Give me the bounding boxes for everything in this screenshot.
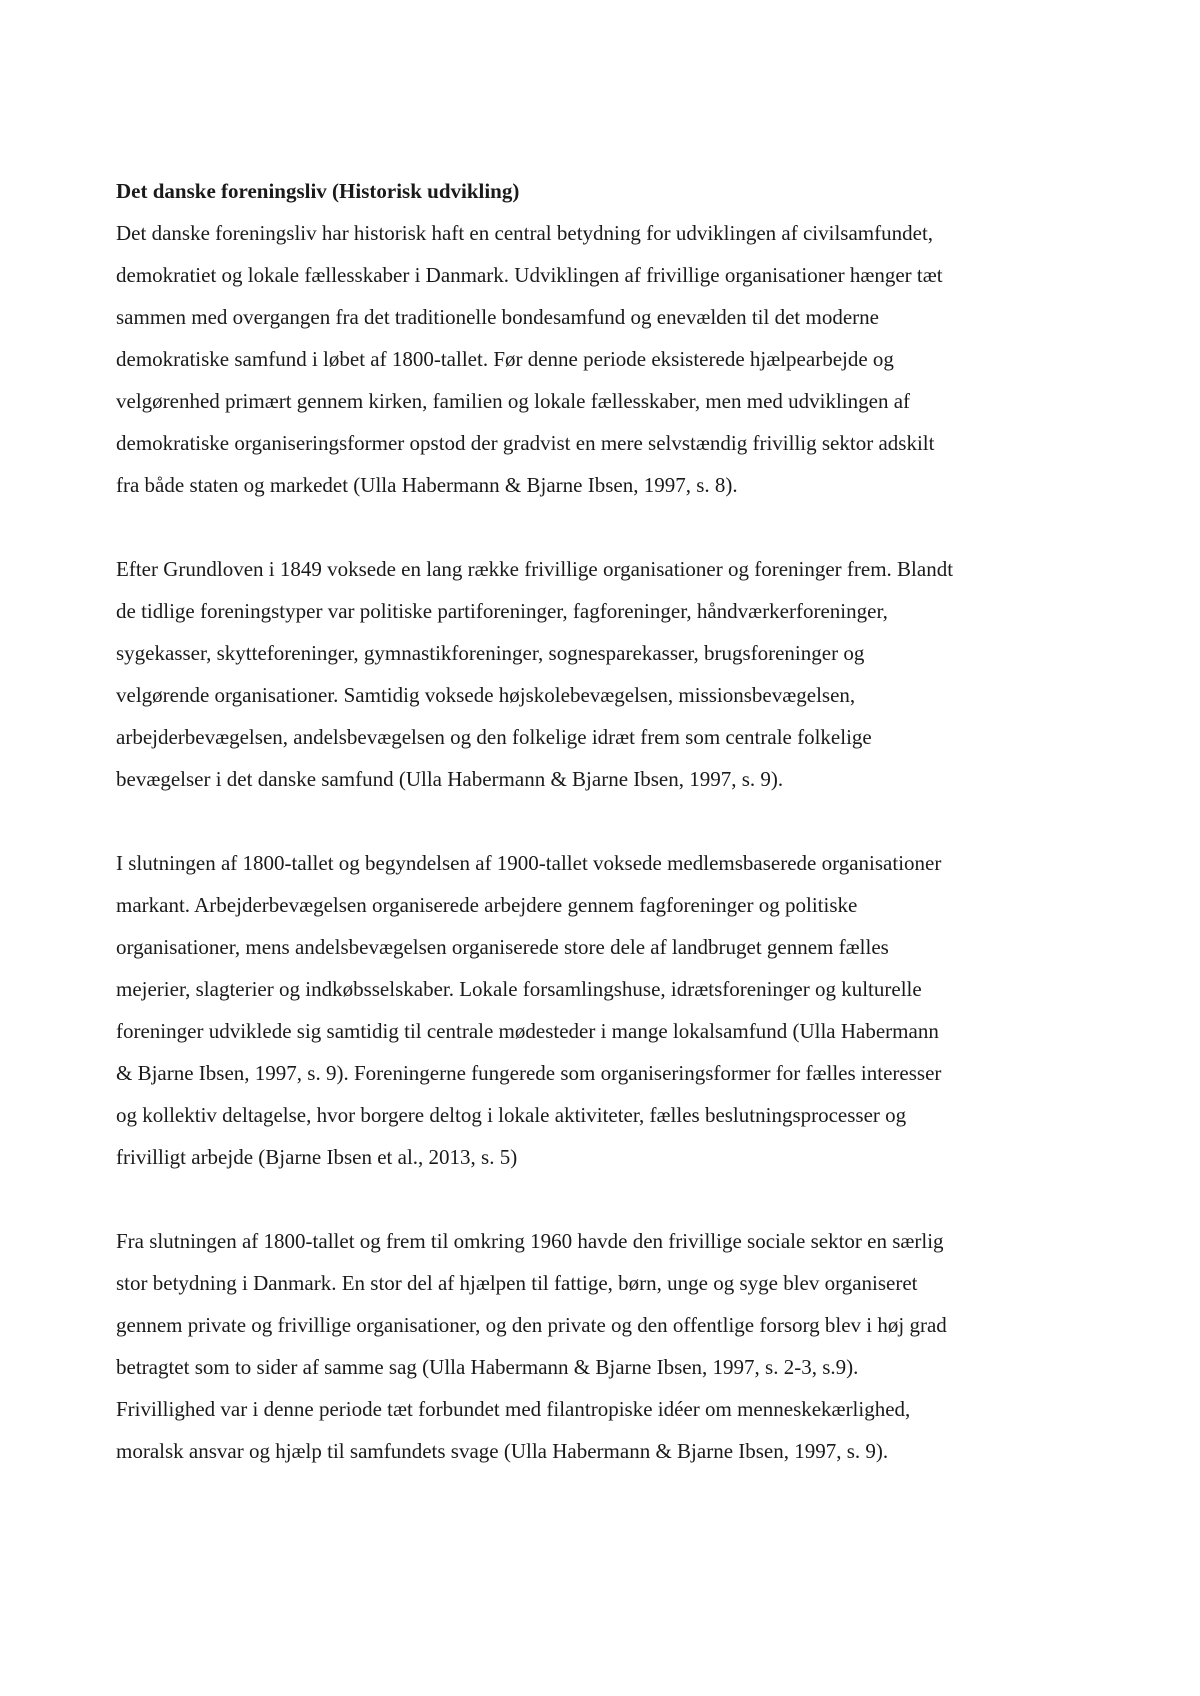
- paragraph-line: frivilligt arbejde (Bjarne Ibsen et al., 2013, s. 5): [116, 1145, 518, 1169]
- paragraph-spacer: [116, 1178, 1100, 1220]
- paragraph-4: [116, 1220, 1100, 1472]
- document-page: [116, 170, 1100, 1472]
- paragraph-line: moralsk ansvar og hjælp til samfundets svage (Ulla Habermann & Bjarne Ibsen, 1997, s. 9).: [116, 1439, 889, 1463]
- paragraph-line: organisationer, mens andelsbevægelsen organiserede store dele af landbruget gennem fælles: [116, 935, 889, 959]
- paragraph-line: demokratiske samfund i løbet af 1800-tallet. Før denne periode eksisterede hjælpearbejde og: [116, 347, 894, 371]
- paragraph-line: Det danske foreningsliv har historisk haft en central betydning for udviklingen af civilsamfundet,: [116, 221, 934, 245]
- paragraph-line: bevægelser i det danske samfund (Ulla Habermann & Bjarne Ibsen, 1997, s. 9).: [116, 767, 784, 791]
- paragraph-line: gennem private og frivillige organisationer, og den private og den offentlige forsorg blev i høj grad: [116, 1313, 947, 1337]
- paragraph-line: velgørende organisationer. Samtidig voksede højskolebevægelsen, missionsbevægelsen,: [116, 683, 856, 707]
- paragraph-3: [116, 842, 1100, 1178]
- paragraph-line: mejerier, slagterier og indkøbsselskaber. Lokale forsamlingshuse, idrætsforeninger og kulturelle: [116, 977, 922, 1001]
- paragraph-line: I slutningen af 1800-tallet og begyndelsen af 1900-tallet voksede medlemsbaserede organisationer: [116, 851, 942, 875]
- paragraph-line: og kollektiv deltagelse, hvor borgere deltog i lokale aktiviteter, fælles beslutningsprocesser og: [116, 1103, 907, 1127]
- document-title: Det danske foreningsliv (Historisk udvikling): [116, 179, 520, 203]
- paragraph-line: demokratiske organiseringsformer opstod der gradvist en mere selvstændig frivillig sektor adskilt: [116, 431, 935, 455]
- paragraph-line: arbejderbevægelsen, andelsbevægelsen og den folkelige idræt frem som centrale folkelige: [116, 725, 872, 749]
- paragraph-line: Frivillighed var i denne periode tæt forbundet med filantropiske idéer om menneskekærlighed,: [116, 1397, 911, 1421]
- paragraph-2: [116, 548, 1100, 800]
- paragraph-line: markant. Arbejderbevægelsen organiserede arbejdere gennem fagforeninger og politiske: [116, 893, 858, 917]
- paragraph-line: velgørenhed primært gennem kirken, familien og lokale fællesskaber, men med udviklingen af: [116, 389, 911, 413]
- paragraph-1: [116, 212, 1100, 506]
- paragraph-spacer: [116, 800, 1100, 842]
- paragraph-line: Efter Grundloven i 1849 voksede en lang række frivillige organisationer og foreninger frem. Blandt: [116, 557, 954, 581]
- paragraph-line: demokratiet og lokale fællesskaber i Danmark. Udviklingen af frivillige organisationer hænger tæt: [116, 263, 943, 287]
- paragraph-line: foreninger udviklede sig samtidig til centrale mødesteder i mange lokalsamfund (Ulla Habermann: [116, 1019, 939, 1043]
- paragraph-line: stor betydning i Danmark. En stor del af hjælpen til fattige, børn, unge og syge blev organiseret: [116, 1271, 918, 1295]
- paragraph-line: betragtet som to sider af samme sag (Ulla Habermann & Bjarne Ibsen, 1997, s. 2-3, s.9).: [116, 1355, 859, 1379]
- paragraph-line: & Bjarne Ibsen, 1997, s. 9). Foreningerne fungerede som organiseringsformer for fælles interesser: [116, 1061, 942, 1085]
- paragraph-line: sygekasser, skytteforeninger, gymnastikforeninger, sognesparekasser, brugsforeninger og: [116, 641, 865, 665]
- paragraph-line: Fra slutningen af 1800-tallet og frem til omkring 1960 havde den frivillige sociale sektor en særlig: [116, 1229, 944, 1253]
- paragraph-line: sammen med overgangen fra det traditionelle bondesamfund og enevælden til det moderne: [116, 305, 879, 329]
- paragraph-line: fra både staten og markedet (Ulla Habermann & Bjarne Ibsen, 1997, s. 8).: [116, 473, 738, 497]
- paragraph-line: de tidlige foreningstyper var politiske partiforeninger, fagforeninger, håndværkerforeninger,: [116, 599, 888, 623]
- paragraph-spacer: [116, 506, 1100, 548]
